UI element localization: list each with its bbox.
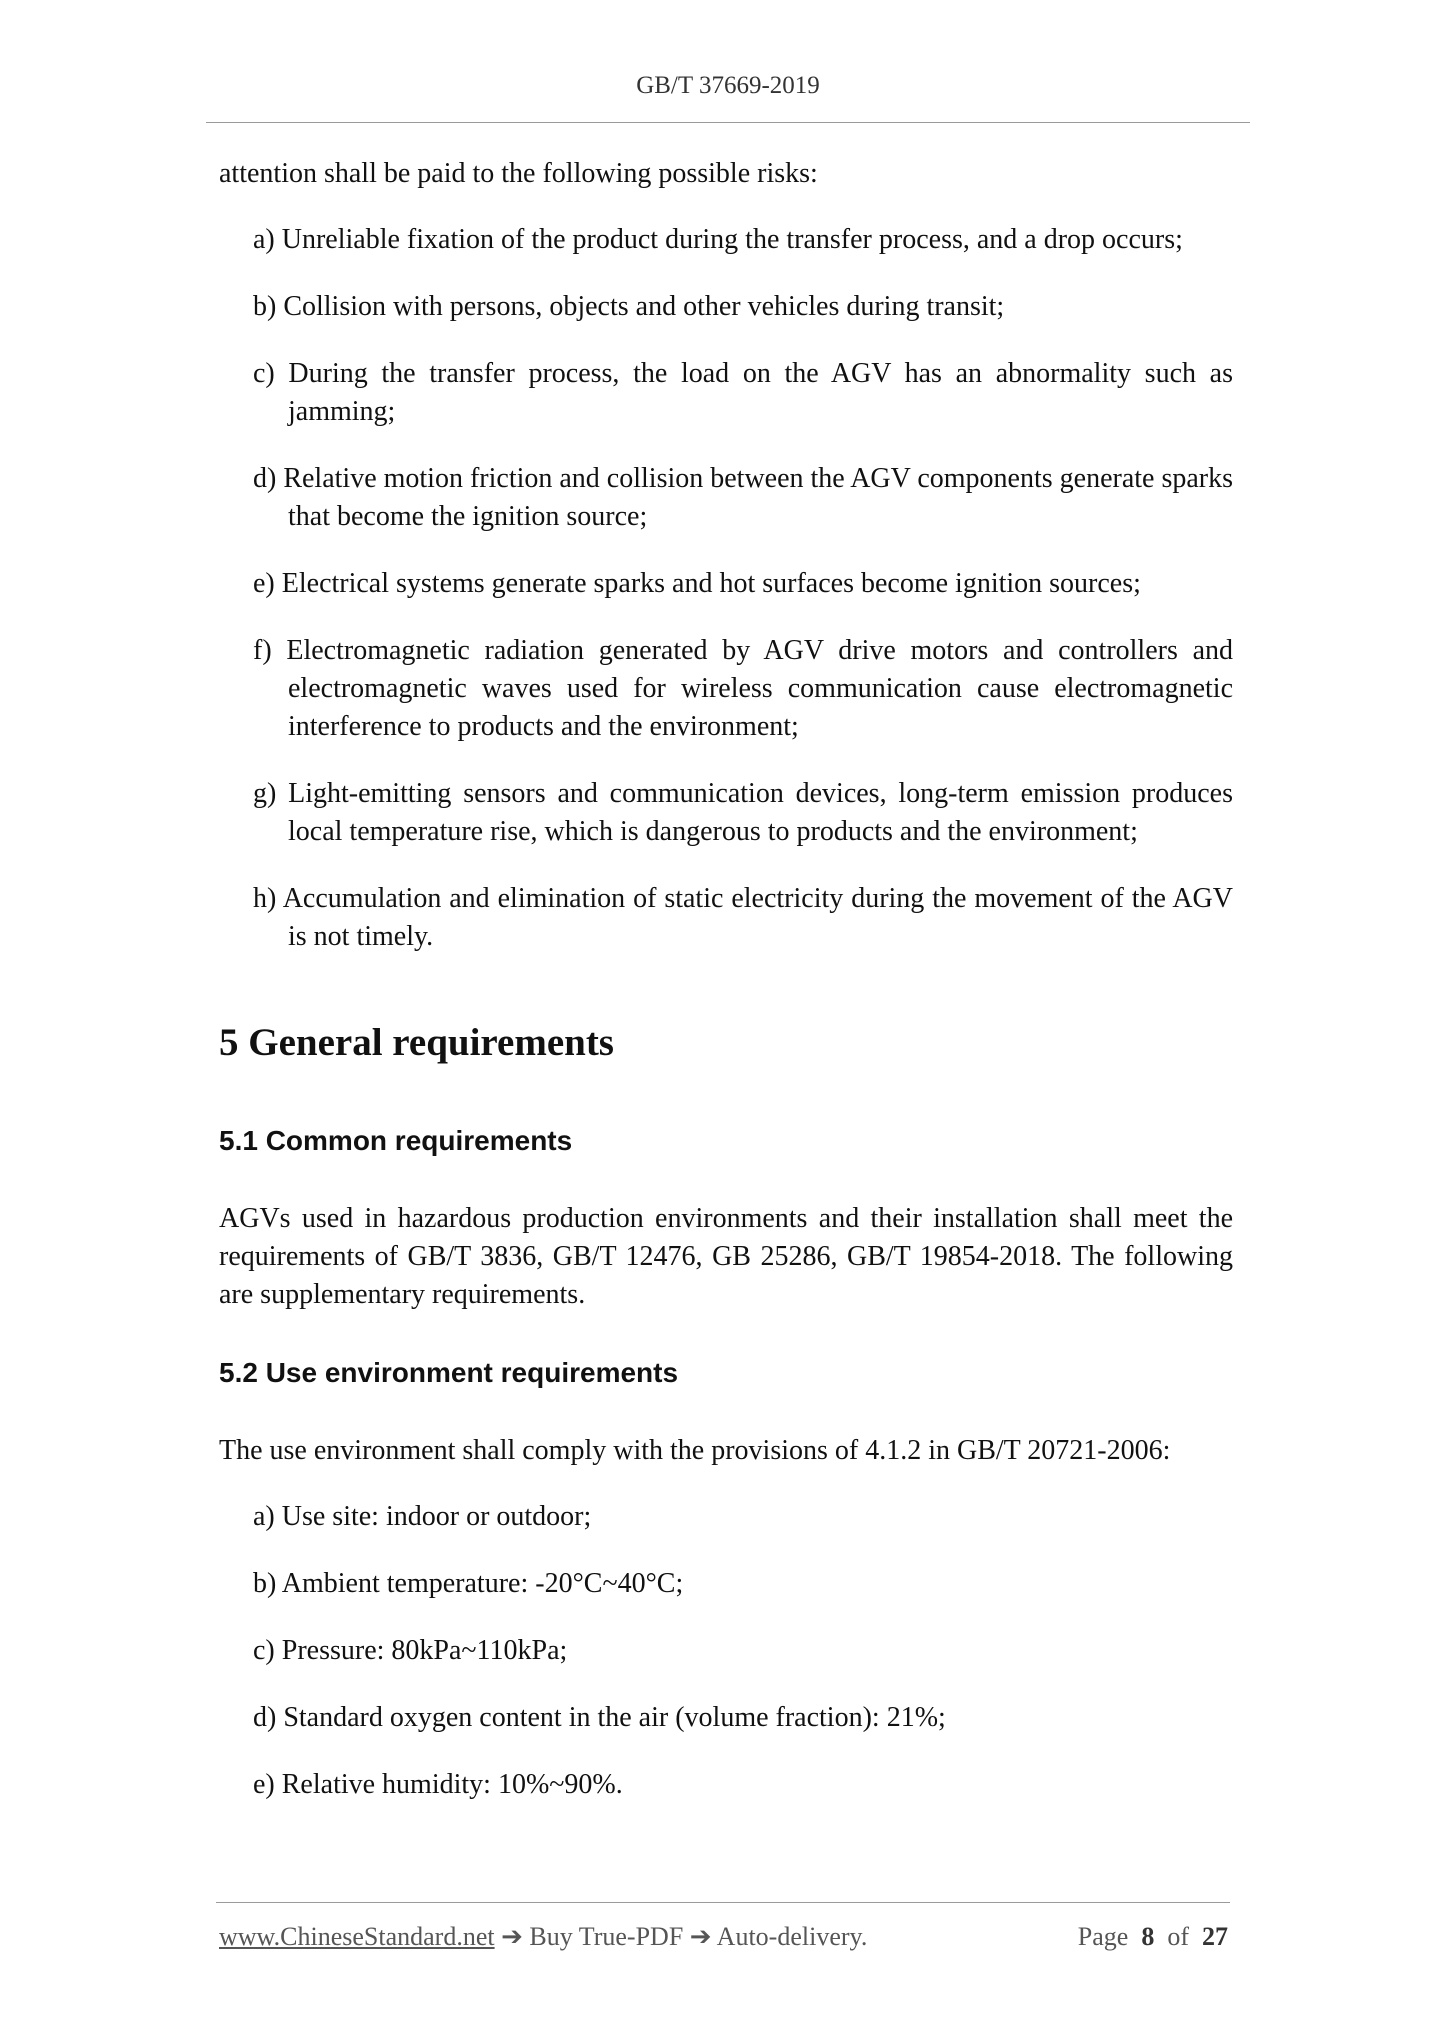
risk-list: [219, 221, 1233, 956]
risk-item-a: a) Unreliable fixation of the product during the transfer process, and a drop occurs;: [253, 224, 1183, 255]
page-content: [219, 155, 1233, 1833]
buy-true-pdf-text: Buy True-PDF: [529, 1922, 684, 1951]
arrow-right-icon: ➔: [501, 1922, 523, 1951]
section-5-heading: 5 General requirements: [219, 1021, 614, 1064]
section-5-1-text: AGVs used in hazardous production environments and their installation shall meet the requirements of GB/T 3836, GB/T 12476, GB 25286, GB/T 19854-2018. The following are supplementary requirements.: [219, 1203, 1233, 1310]
environment-item-c: c) Pressure: 80kPa~110kPa;: [253, 1635, 568, 1666]
section-5-2-text: The use environment shall comply with the provisions of 4.1.2 in GB/T 20721-2006:: [219, 1435, 1171, 1466]
document-header-title: GB/T 37669-2019: [636, 72, 820, 99]
current-page-number: 8: [1141, 1922, 1155, 1951]
risk-item-e: e) Electrical systems generate sparks and hot surfaces become ignition sources;: [253, 568, 1141, 599]
environment-list: [219, 1498, 1233, 1804]
risk-item-c: c) During the transfer process, the load on the AGV has an abnormality such as jamming;: [253, 358, 1233, 427]
header-divider: [206, 122, 1250, 123]
auto-delivery-text: Auto-delivery.: [716, 1922, 868, 1951]
environment-item-a: a) Use site: indoor or outdoor;: [253, 1501, 592, 1532]
risk-item-f: f) Electromagnetic radiation generated by AGV drive motors and controllers and electromagnetic waves used for wireless communication cause electromagnetic interference to products and the environment;: [253, 635, 1233, 742]
of-label: of: [1167, 1922, 1189, 1951]
footer-divider: [216, 1902, 1230, 1903]
risk-item-g: g) Light-emitting sensors and communication devices, long-term emission produces local temperature rise, which is dangerous to products and the environment;: [253, 778, 1233, 847]
environment-item-b: b) Ambient temperature: -20°C~40°C;: [253, 1568, 684, 1599]
risk-item-b: b) Collision with persons, objects and other vehicles during transit;: [253, 291, 1005, 322]
environment-item-e: e) Relative humidity: 10%~90%.: [253, 1769, 623, 1800]
total-pages-number: 27: [1202, 1922, 1228, 1951]
risk-item-h: h) Accumulation and elimination of static electricity during the movement of the AGV is not timely.: [253, 883, 1233, 952]
section-5-2-heading: 5.2 Use environment requirements: [219, 1357, 679, 1388]
arrow-right-icon: ➔: [689, 1922, 712, 1951]
page-label: Page: [1077, 1922, 1129, 1951]
section-5-1-heading: 5.1 Common requirements: [219, 1125, 573, 1156]
footer-promo: [219, 1922, 867, 1952]
intro-text: attention shall be paid to the following possible risks:: [219, 158, 818, 189]
environment-item-d: d) Standard oxygen content in the air (volume fraction): 21%;: [253, 1702, 946, 1733]
website-link[interactable]: www.ChineseStandard.net: [219, 1922, 495, 1951]
page-indicator: [1078, 1922, 1228, 1952]
risk-item-d: d) Relative motion friction and collision between the AGV components generate sparks that become the ignition source;: [253, 463, 1234, 532]
